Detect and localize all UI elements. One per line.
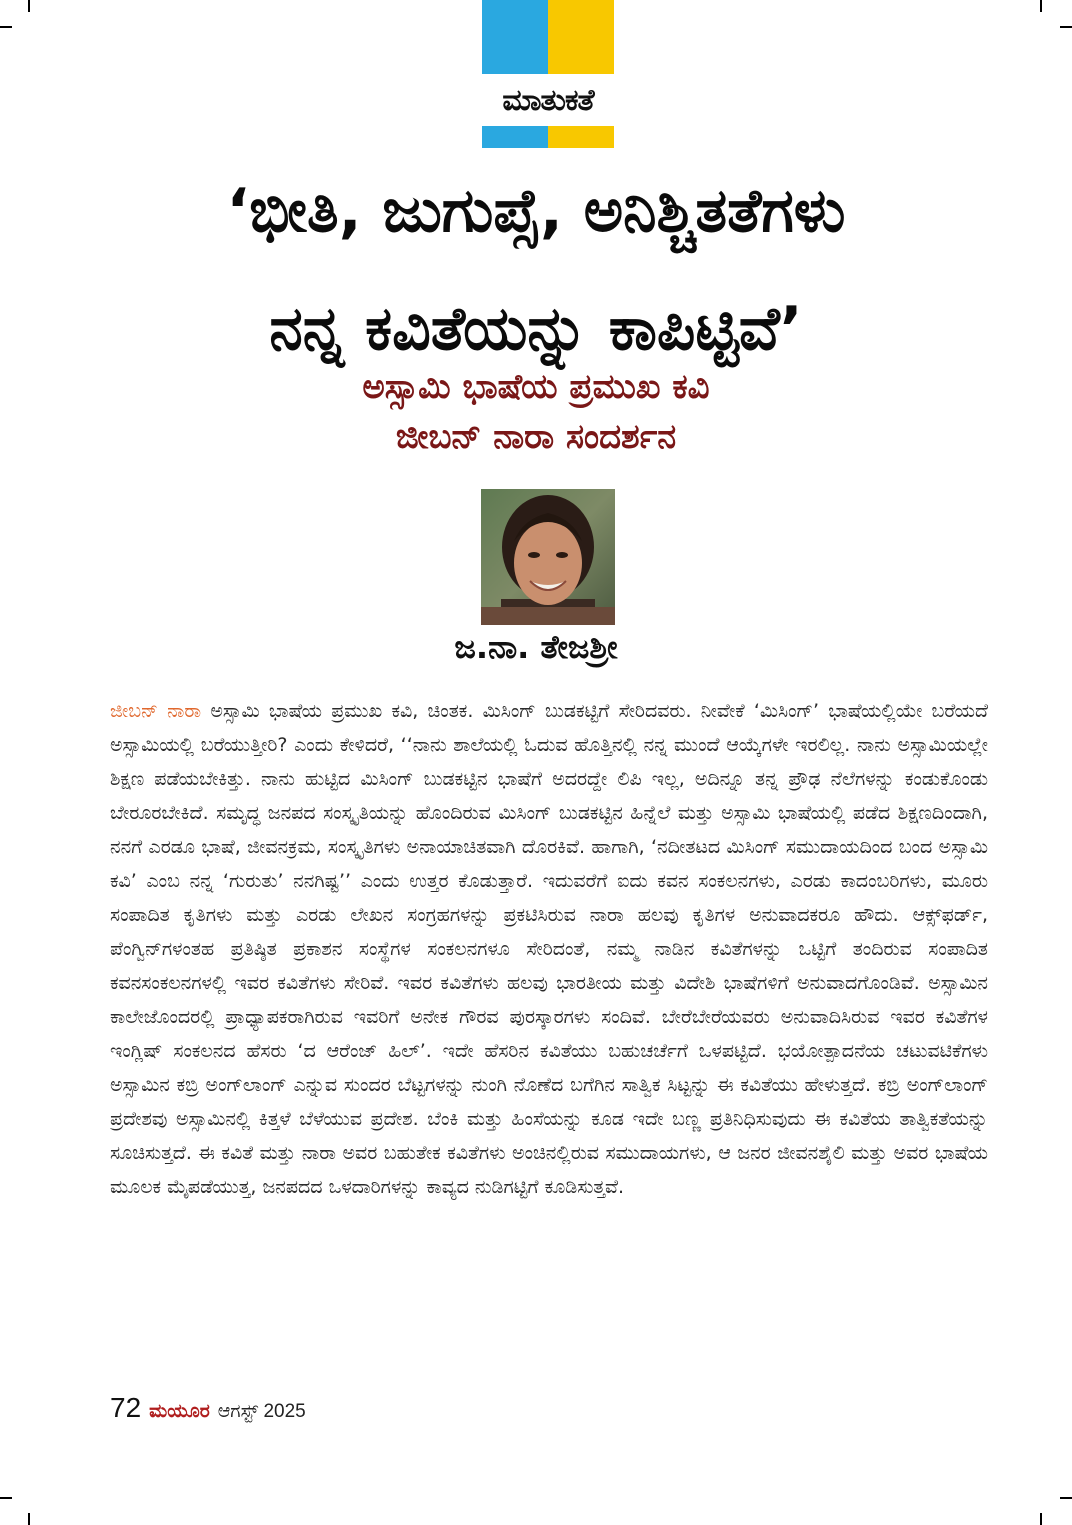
crop-mark	[1040, 1513, 1042, 1525]
crop-mark	[28, 1513, 30, 1525]
crop-mark	[1060, 1497, 1072, 1499]
author-portrait-illustration	[481, 489, 615, 625]
crop-mark	[1060, 26, 1072, 28]
page-number: 72	[110, 1392, 142, 1423]
logo-yellow-bar	[548, 0, 614, 74]
author-name: ಜ.ನಾ. ತೇಜಶ್ರೀ	[454, 628, 618, 666]
lead-name: ಜೀಬನ್ ನಾರಾ	[110, 700, 202, 722]
logo-blue-bar	[482, 126, 548, 148]
body-text: ಅಸ್ಸಾಮಿ ಭಾಷೆಯ ಪ್ರಮುಖ ಕವಿ, ಚಿಂತಕ. ಮಿಸಿಂಗ್ ಬುಡಕಟ್ಟಿಗೆ ಸೇರಿದವರು. ನೀವೇಕೆ ‘ಮಿಸಿಂಗ್’ ಭಾಷೆಯಲ್ಲಿಯೇ ಬರೆಯದೆ ಅಸ್ಸಾಮಿಯಲ್ಲಿ ಬರೆಯುತ್ತೀರಿ? ಎಂದು ಕೇಳಿದರೆ, ‘‘ನಾನು ಶಾಲೆಯಲ್ಲಿ ಓದುವ ಹೊತ್ತಿನಲ್ಲಿ ನನ್ನ ಮುಂದೆ ಆಯ್ಕೆಗಳೇ ಇರಲಿಲ್ಲ. ನಾನು ಅಸ್ಸಾಮಿಯಲ್ಲೇ ಶಿಕ್ಷಣ ಪಡೆಯಬೇಕಿತ್ತು. ನಾನು ಹುಟ್ಟಿದ ಮಿಸಿಂಗ್ ಬುಡಕಟ್ಟಿನ ಭಾಷೆಗೆ ಅದರದ್ದೇ ಲಿಪಿ ಇಲ್ಲ, ಅದಿನ್ನೂ ತನ್ನ ಪ್ರೌಢ ನೆಲೆಗಳನ್ನು ಕಂಡುಕೊಂಡು ಬೇರೂರಬೇಕಿದೆ. ಸಮೃದ್ಧ ಜನಪದ ಸಂಸ್ಕೃತಿಯನ್ನು ಹೊಂದಿರುವ ಮಿಸಿಂಗ್ ಬುಡಕಟ್ಟಿನ ಹಿನ್ನೆಲೆ ಮತ್ತು ಅಸ್ಸಾಮಿ ಭಾಷೆಯಲ್ಲಿ ಪಡೆದ ಶಿಕ್ಷಣದಿಂದಾಗಿ, ನನಗೆ ಎರಡೂ ಭಾಷೆ, ಜೀವನಕ್ರಮ, ಸಂಸ್ಕೃತಿಗಳು ಅನಾಯಾಚಿತವಾಗಿ ದೊರಕಿವೆ. ಹಾಗಾಗಿ, ‘ನದೀತಟದ ಮಿಸಿಂಗ್ ಸಮುದಾಯದಿಂದ ಬಂದ ಅಸ್ಸಾಮಿ ಕವಿ’ ಎಂಬ ನನ್ನ ‘ಗುರುತು’ ನನಗಿಷ್ಟ’’ ಎಂದು ಉತ್ತರ ಕೊಡುತ್ತಾರೆ. ಇದುವರೆಗೆ ಐದು ಕವನ ಸಂಕಲನಗಳು, ಎರಡು ಕಾದಂಬರಿಗಳು, ಮೂರು ಸಂಪಾದಿತ ಕೃತಿಗಳು ಮತ್ತು ಎರಡು ಲೇಖನ ಸಂಗ್ರಹಗಳನ್ನು ಪ್ರಕಟಿಸಿರುವ ನಾರಾ ಹಲವು ಕೃತಿಗಳ ಅನುವಾದಕರೂ ಹೌದು. ಆಕ್ಸ್‌ಫರ್ಡ್, ಪೆಂಗ್ವಿನ್‌ಗಳಂತಹ ಪ್ರತಿಷ್ಠಿತ ಪ್ರಕಾಶನ ಸಂಸ್ಥೆಗಳ ಸಂಕಲನಗಳೂ ಸೇರಿದಂತೆ, ನಮ್ಮ ನಾಡಿನ ಕವಿತೆಗಳನ್ನು ಒಟ್ಟಿಗೆ ತಂದಿರುವ ಸಂಪಾದಿತ ಕವನಸಂಕಲನಗಳಲ್ಲಿ ಇವರ ಕವಿತೆಗಳು ಸೇರಿವೆ. ಇವರ ಕವಿತೆಗಳು ಹಲವು ಭಾರತೀಯ ಮತ್ತು ವಿದೇಶಿ ಭಾಷೆಗಳಿಗೆ ಅನುವಾದಗೊಂಡಿವೆ. ಅಸ್ಸಾಮಿನ ಕಾಲೇಜೊಂದರಲ್ಲಿ ಪ್ರಾಧ್ಯಾಪಕರಾಗಿರುವ ಇವರಿಗೆ ಅನೇಕ ಗೌರವ ಪುರಸ್ಕಾರಗಳು ಸಂದಿವೆ. ಬೇರೆಬೇರೆಯವರು ಅನುವಾದಿಸಿರುವ ಇವರ ಕವಿತೆಗಳ ಇಂಗ್ಲಿಷ್ ಸಂಕಲನದ ಹೆಸರು ‘ದ ಆರೆಂಜ್ ಹಿಲ್’. ಇದೇ ಹೆಸರಿನ ಕವಿತೆಯು ಬಹುಚರ್ಚೆಗೆ ಒಳಪಟ್ಟಿದೆ. ಭಯೋತ್ಪಾದನೆಯ ಚಟುವಟಿಕೆಗಳು ಅಸ್ಸಾಮಿನ ಕಬ್ರಿ ಅಂಗ್‌ಲಾಂಗ್ ಎನ್ನುವ ಸುಂದರ ಬೆಟ್ಟಗಳನ್ನು ನುಂಗಿ ನೊಣೆದ ಬಗೆಗಿನ ಸಾತ್ವಿಕ ಸಿಟ್ಟನ್ನು ಈ ಕವಿತೆಯು ಹೇಳುತ್ತದೆ. ಕಬ್ರಿ ಅಂಗ್‌ಲಾಂಗ್ ಪ್ರದೇಶವು ಅಸ್ಸಾಮಿನಲ್ಲಿ ಕಿತ್ತಳೆ ಬೆಳೆಯುವ ಪ್ರದೇಶ. ಬೆಂಕಿ ಮತ್ತು ಹಿಂಸೆಯನ್ನು ಕೂಡ ಇದೇ ಬಣ್ಣ ಪ್ರತಿನಿಧಿಸುವುದು ಈ ಕವಿತೆಯ ತಾತ್ವಿಕತೆಯನ್ನು ಸೂಚಿಸುತ್ತದೆ. ಈ ಕವಿತೆ ಮತ್ತು ನಾರಾ ಅವರ ಬಹುತೇಕ ಕವಿತೆಗಳು ಅಂಚಿನಲ್ಲಿರುವ ಸಮುದಾಯಗಳು, ಆ ಜನರ ಜೀವನಶೈಲಿ ಮತ್ತು ಅವರ ಭಾಷೆಯ ಮೂಲಕ ಮೈಪಡೆಯುತ್ತ, ಜನಪದದ ಒಳದಾರಿಗಳನ್ನು ಕಾವ್ಯದ ನುಡಿಗಟ್ಟಿಗೆ ಕೂಡಿಸುತ್ತವೆ.	[110, 700, 988, 1198]
magazine-name: ಮಯೂರ	[149, 1401, 210, 1422]
crop-mark	[28, 0, 30, 12]
logo-color-bars-bottom	[482, 126, 614, 148]
section-label: ಮಾತುಕತೆ	[482, 74, 614, 126]
logo-yellow-bar	[548, 126, 614, 148]
title-line-1: ‘ಭೀತಿ, ಜುಗುಪ್ಸೆ, ಅನಿಶ್ಚಿತತೆಗಳು	[226, 176, 846, 246]
article-subtitle	[100, 362, 972, 462]
crop-mark	[0, 1497, 12, 1499]
crop-mark	[0, 26, 12, 28]
section-logo	[482, 0, 614, 148]
subtitle-line-2: ಜೀಬನ್ ನಾರಾ ಸಂದರ್ಶನ	[395, 417, 677, 457]
article-body	[110, 694, 988, 1204]
logo-color-bars-top	[482, 0, 614, 74]
crop-mark	[1040, 0, 1042, 12]
author-photo	[481, 489, 615, 625]
subtitle-line-1: ಅಸ್ಸಾಮಿ ಭಾಷೆಯ ಪ್ರಮುಖ ಕವಿ	[362, 367, 710, 407]
title-line-2: ನನ್ನ ಕವಿತೆಯನ್ನು ಕಾಪಿಟ್ಟಿವೆ’	[269, 294, 803, 364]
article-title	[60, 152, 1012, 388]
issue-date: ಆಗಸ್ಟ್ 2025	[217, 1401, 306, 1422]
page-footer	[110, 1392, 306, 1424]
logo-blue-bar	[482, 0, 548, 74]
